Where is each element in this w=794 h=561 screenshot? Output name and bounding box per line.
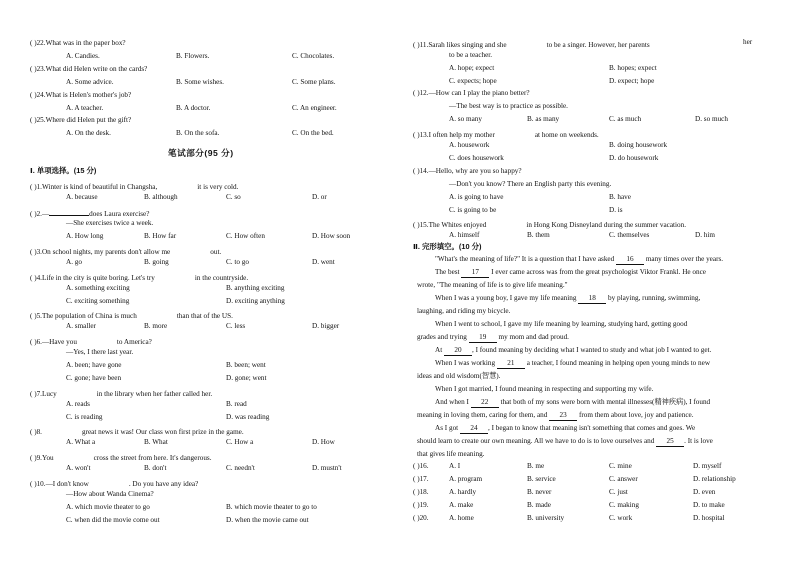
cloze-blank: 23 <box>549 412 577 421</box>
option-d: D. exciting anything <box>226 297 285 305</box>
option-a: A. himself <box>449 231 480 239</box>
question-number: ( )20. <box>413 514 429 522</box>
question-stem: ( )25.Where did Helen put the gift? <box>30 116 132 124</box>
question-stem: ( )15.The Whites enjoyed in Hong Kong Disneyland during the summer vacation. <box>413 221 687 229</box>
option-a: A. What a <box>66 438 96 446</box>
answer-blank <box>77 336 117 344</box>
option-c: C. mine <box>609 462 632 470</box>
option-a: A. hope; expect <box>449 64 495 72</box>
answer-blank <box>49 207 89 216</box>
option-b: B. hopes; expect <box>609 64 657 72</box>
option-b: B. been; went <box>226 361 266 369</box>
passage-line: At 20 , I found meaning by deciding what I wanted to study and what job I wanted to get. <box>435 346 712 354</box>
option-a: A. go <box>66 258 82 266</box>
question-stem: ( )9.You cross the street from here. It's dangerous. <box>30 454 212 462</box>
option-a: A. because <box>66 193 98 201</box>
option-a: A. Candies. <box>66 52 100 60</box>
answer-blank <box>486 219 526 227</box>
passage-line: wrote, "The meaning of life is to give life meaning." <box>417 281 568 289</box>
option-b: B. as many <box>527 115 560 123</box>
option-d: D. him <box>695 231 715 239</box>
option-a: A. smaller <box>66 322 96 330</box>
answer-blank <box>57 388 97 396</box>
question-stem: ( )5.The population of China is much than that of the US. <box>30 312 233 320</box>
option-c: C. On the bed. <box>292 129 334 137</box>
option-d: D. to make <box>693 501 725 509</box>
section-title: Ⅱ. 完形填空。(10 分) <box>413 242 482 251</box>
cloze-blank: 20 <box>444 347 472 356</box>
question-number: ( )18. <box>413 488 429 496</box>
option-c: C. less <box>226 322 246 330</box>
option-d: D. or <box>312 193 327 201</box>
passage-line: that gives life meaning. <box>417 450 485 458</box>
question-sub: —Don't you know? There an English party this evening. <box>449 180 612 188</box>
option-c: C. when did the movie come out <box>66 516 160 524</box>
option-d: D. How <box>312 438 335 446</box>
option-d: D. gone; went <box>226 374 267 382</box>
question-number: ( )17. <box>413 475 429 483</box>
option-c: C. needn't <box>226 464 255 472</box>
question-sub: —She exercises twice a week. <box>66 219 154 227</box>
option-c: C. themselves <box>609 231 650 239</box>
option-d: D. hospital <box>693 514 725 522</box>
question-sub: —How about Wanda Cinema? <box>66 490 154 498</box>
option-a: A. I <box>449 462 461 470</box>
option-d: D. mustn't <box>312 464 342 472</box>
answer-blank <box>54 452 94 460</box>
option-c: C. so <box>226 193 241 201</box>
passage-line: grades and trying 19 my mom and dad proud. <box>417 333 569 341</box>
option-b: B. Flowers. <box>176 52 210 60</box>
cloze-blank: 25 <box>656 438 684 447</box>
option-d: D. expect; hope <box>609 77 655 85</box>
option-b: B. have <box>609 193 631 201</box>
cloze-blank: 17 <box>461 269 489 278</box>
option-a: A. hardly <box>449 488 477 496</box>
option-b: B. never <box>527 488 552 496</box>
option-c: C. is going to be <box>449 206 497 214</box>
option-b: B. On the sofa. <box>176 129 220 137</box>
option-d: D. How soon <box>312 232 351 240</box>
option-b: B. read <box>226 400 247 408</box>
option-d: D. was reading <box>226 413 270 421</box>
question-sub: —The best way is to practice as possible. <box>449 102 568 110</box>
option-a: A. been; have gone <box>66 361 122 369</box>
answer-blank <box>507 39 547 47</box>
option-b: B. more <box>144 322 168 330</box>
option-b: B. service <box>527 475 556 483</box>
question-stem: ( )1.Winter is kind of beautiful in Changsha, it is very cold. <box>30 183 239 191</box>
option-b: B. What <box>144 438 168 446</box>
cloze-blank: 24 <box>460 425 488 434</box>
option-c: C. answer <box>609 475 638 483</box>
option-c: C. making <box>609 501 639 509</box>
passage-line: should learn to create our own meaning. All we have to do is to love ourselves and 25 . It is love <box>417 437 713 445</box>
option-a: A. so many <box>449 115 482 123</box>
option-a: A. A teacher. <box>66 104 104 112</box>
cloze-blank: 21 <box>497 360 525 369</box>
question-stem: ( )13.I often help my mother at home on weekends. <box>413 131 599 139</box>
option-d: D. went <box>312 258 335 266</box>
answer-blank <box>89 478 129 486</box>
option-c: C. Chocolates. <box>292 52 335 60</box>
question-stem: ( )2.— does Laura exercise? <box>30 207 149 218</box>
option-c: C. gone; have been <box>66 374 122 382</box>
option-b: B. doing housework <box>609 141 668 149</box>
question-stem: ( )3.On school nights, my parents don't allow me out. <box>30 248 222 256</box>
option-a: A. home <box>449 514 474 522</box>
option-a: A. which movie theater to go <box>66 503 150 511</box>
option-d: D. relationship <box>693 475 736 483</box>
option-d: D. myself <box>693 462 722 470</box>
option-c: C. exciting something <box>66 297 130 305</box>
option-b: B. anything exciting <box>226 284 285 292</box>
question-stem: ( )23.What did Helen write on the cards? <box>30 65 148 73</box>
question-number: ( )19. <box>413 501 429 509</box>
option-d: D. bigger <box>312 322 340 330</box>
option-c: C. Some plans. <box>292 78 336 86</box>
option-b: B. don't <box>144 464 167 472</box>
answer-blank <box>170 246 210 254</box>
section-header: 笔试部分(95 分) <box>168 148 234 158</box>
answer-blank <box>137 310 177 318</box>
option-a: A. How long <box>66 232 104 240</box>
question-stem: ( )24.What is Helen's mother's job? <box>30 91 132 99</box>
option-b: B. university <box>527 514 565 522</box>
option-c: C. as much <box>609 115 642 123</box>
question-stem: ( )4.Life in the city is quite boring. Let's try in the countryside. <box>30 274 249 282</box>
option-c: C. How a <box>226 438 254 446</box>
passage-line: When I went to school, I gave my life meaning by learning, studying hard, getting good <box>435 320 688 328</box>
option-a: A. won't <box>66 464 91 472</box>
question-stem: ( )6.—Have you to America? <box>30 338 152 346</box>
answer-blank <box>157 181 197 189</box>
option-a: A. is going to have <box>449 193 504 201</box>
option-d: D. is <box>609 206 623 214</box>
cloze-blank: 22 <box>471 399 499 408</box>
option-b: B. me <box>527 462 545 470</box>
option-d: D. even <box>693 488 716 496</box>
option-a: A. reads <box>66 400 90 408</box>
option-c: C. An engineer. <box>292 104 337 112</box>
passage-line: When I was a young boy, I gave my life meaning 18 by playing, running, swimming, <box>435 294 701 302</box>
question-sub: to be a teacher. <box>449 51 493 59</box>
question-stem: ( )10.—I don't know . Do you have any idea? <box>30 480 199 488</box>
option-b: B. made <box>527 501 551 509</box>
passage-line: ideas and old wisdom(智慧). <box>417 372 501 380</box>
option-b: B. A doctor. <box>176 104 211 112</box>
passage-line: As I got 24 , I began to know that meaning isn't something that comes and goes. We <box>435 424 696 432</box>
question-sub: —Yes, I there last year. <box>66 348 134 356</box>
option-d: D. so much <box>695 115 728 123</box>
answer-blank <box>42 426 82 434</box>
option-b: B. although <box>144 193 178 201</box>
option-a: A. something exciting <box>66 284 130 292</box>
cloze-blank: 19 <box>469 334 497 343</box>
question-stem: ( )11.Sarah likes singing and she to be a singer. However, her parents her <box>413 38 753 49</box>
passage-line: The best 17 I ever came across was from the great psychologist Viktor Frankl. He once <box>435 268 706 276</box>
option-d: D. do housework <box>609 154 659 162</box>
option-c: C. work <box>609 514 633 522</box>
passage-line: When I got married, I found meaning in respecting and supporting my wife. <box>435 385 654 393</box>
option-c: C. is reading <box>66 413 103 421</box>
option-a: A. On the desk. <box>66 129 111 137</box>
passage-line: "What's the meaning of life?" It is a question that I have asked 16 many times over the years. <box>435 255 724 263</box>
option-d: D. when the movie came out <box>226 516 309 524</box>
answer-blank <box>495 129 535 137</box>
question-stem: ( )7.Lucy in the library when her father called her. <box>30 390 213 398</box>
option-a: A. Some advice. <box>66 78 114 86</box>
question-number: ( )16. <box>413 462 429 470</box>
passage-line: laughing, and riding my bicycle. <box>417 307 511 315</box>
option-a: A. make <box>449 501 474 509</box>
option-a: A. program <box>449 475 483 483</box>
option-b: B. them <box>527 231 550 239</box>
option-c: C. just <box>609 488 628 496</box>
option-a: A. housework <box>449 141 490 149</box>
section-title: Ⅰ. 单项选择。(15 分) <box>30 166 97 175</box>
option-c: C. How often <box>226 232 265 240</box>
option-b: B. Some wishes. <box>176 78 224 86</box>
passage-line: When I was working 21 a teacher, I found meaning in helping open young minds to new <box>435 359 711 367</box>
option-c: C. does housework <box>449 154 504 162</box>
option-b: B. going <box>144 258 169 266</box>
answer-blank <box>155 272 195 280</box>
cloze-blank: 16 <box>616 256 644 265</box>
option-c: C. to go <box>226 258 249 266</box>
question-stem: ( )8. great news it was! Our class won first prize in the game. <box>30 428 244 436</box>
passage-line: And when I 22 that both of my sons were born with mental illnesses(精神疾病), I found <box>435 398 711 406</box>
option-c: C. expects; hope <box>449 77 497 85</box>
question-stem: ( )12.—How can I play the piano better? <box>413 89 530 97</box>
question-stem: ( )14.—Hello, why are you so happy? <box>413 167 522 175</box>
cloze-blank: 18 <box>578 295 606 304</box>
option-b: B. How far <box>144 232 177 240</box>
option-b: B. which movie theater to go to <box>226 503 317 511</box>
question-stem: ( )22.What was in the paper box? <box>30 39 126 47</box>
passage-line: meaning in loving them, caring for them, and 23 from them about love, joy and patience. <box>417 411 694 419</box>
